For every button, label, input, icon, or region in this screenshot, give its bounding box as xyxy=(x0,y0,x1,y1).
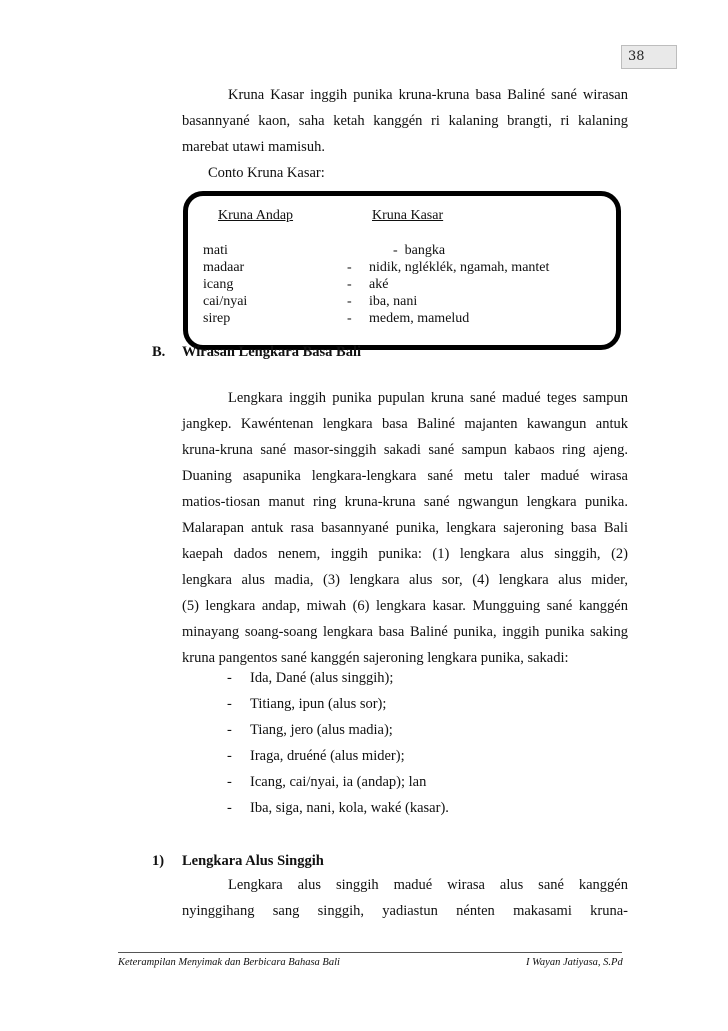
kasar-word: aké xyxy=(369,277,389,292)
subsection-1-paragraph xyxy=(182,872,628,924)
page-number: 38 xyxy=(621,45,677,69)
row-dash: - xyxy=(347,294,352,309)
paragraph-line: minayang soang-soang lengkara basa Baliné punika, inggih punika saking xyxy=(182,624,628,640)
paragraph-line: nyinggihang sang singgih, yadiastun nénten makasami kruna- xyxy=(182,903,628,919)
footer-author: I Wayan Jatiyasa, S.Pd xyxy=(526,957,623,968)
kasar-word: nidik, ngléklék, ngamah, mantet xyxy=(369,260,550,275)
row-dash: - xyxy=(347,260,352,275)
section-number: 1) xyxy=(152,853,165,869)
footer-divider xyxy=(118,952,622,953)
list-item: - Tiang, jero (alus madia); xyxy=(227,722,393,738)
paragraph-line: kruna-kruna sané masor-singgih sakadi sané sampun kabaos ring ajeng. xyxy=(182,442,628,458)
andap-word: icang xyxy=(203,277,234,292)
paragraph-line: basannyané kaon, saha ketah kanggén ri kalaning brangti, ri kalaning xyxy=(182,113,628,129)
table-header-kasar: Kruna Kasar xyxy=(372,208,444,223)
section-title: Wirasan Lengkara Basa Bali xyxy=(182,344,361,360)
section-b-paragraph xyxy=(182,385,628,671)
paragraph-line: Duaning asapunika lengkara-lengkara sané metu taler madué wirasa xyxy=(182,468,628,484)
paragraph-line: Lengkara alus singgih madué wirasa alus sané kanggén xyxy=(228,877,628,893)
section-title: Lengkara Alus Singgih xyxy=(182,853,324,869)
paragraph-line: lengkara alus madia, (3) lengkara alus sor, (4) lengkara alus mider, xyxy=(182,572,628,588)
paragraph-line: marebat utawi mamisuh. xyxy=(182,139,325,155)
list-item: - Ida, Dané (alus singgih); xyxy=(227,670,394,686)
andap-word: mati xyxy=(203,243,228,258)
subsection-1-heading xyxy=(152,851,324,871)
paragraph-line: matios-tiosan manut ring kruna-kruna sané ngwangun lengkara punika. xyxy=(182,494,628,510)
footer-book-title: Keterampilan Menyimak dan Berbicara Bahasa Bali xyxy=(118,957,340,968)
paragraph-line: Kruna Kasar inggih punika kruna-kruna basa Baliné sané wirasan xyxy=(228,87,628,103)
pronoun-list xyxy=(227,665,449,821)
conto-label: Conto Kruna Kasar: xyxy=(208,165,325,181)
paragraph-line: jangkep. Kawéntenan lengkara basa Baliné majanten kawangun antuk xyxy=(182,416,628,432)
paragraph-line: Lengkara inggih punika pupulan kruna sané madué teges sampun xyxy=(228,390,628,406)
section-b-heading xyxy=(152,342,361,362)
paragraph-line: Malarapan antuk rasa basannyané punika, lengkara sajeroning basa Bali xyxy=(182,520,628,536)
andap-word: sirep xyxy=(203,311,231,326)
list-item: - Iba, siga, nani, kola, waké (kasar). xyxy=(227,800,449,816)
andap-word: madaar xyxy=(203,260,245,275)
andap-word: cai/nyai xyxy=(203,294,248,309)
row-dash: - xyxy=(347,277,352,292)
intro-paragraph xyxy=(182,82,628,160)
kasar-word: - bangka xyxy=(393,243,446,258)
row-dash: - xyxy=(347,311,352,326)
section-number: B. xyxy=(152,344,166,360)
kasar-word: medem, mamelud xyxy=(369,311,470,326)
paragraph-line: (5) lengkara andap, miwah (6) lengkara kasar. Mungguing sané kanggén xyxy=(182,598,628,614)
list-item: - Icang, cai/nyai, ia (andap); lan xyxy=(227,774,427,790)
list-item: - Titiang, ipun (alus sor); xyxy=(227,696,387,712)
list-item: - Iraga, druéné (alus mider); xyxy=(227,748,405,764)
table-header-andap: Kruna Andap xyxy=(218,208,294,223)
kasar-word: iba, nani xyxy=(369,294,418,309)
paragraph-line: kaepah dados nenem, inggih punika: (1) lengkara alus singgih, (2) xyxy=(182,546,628,562)
paragraph-line: kruna pangentos sané kanggén sajeroning lengkara punika, sakadi: xyxy=(182,650,569,666)
